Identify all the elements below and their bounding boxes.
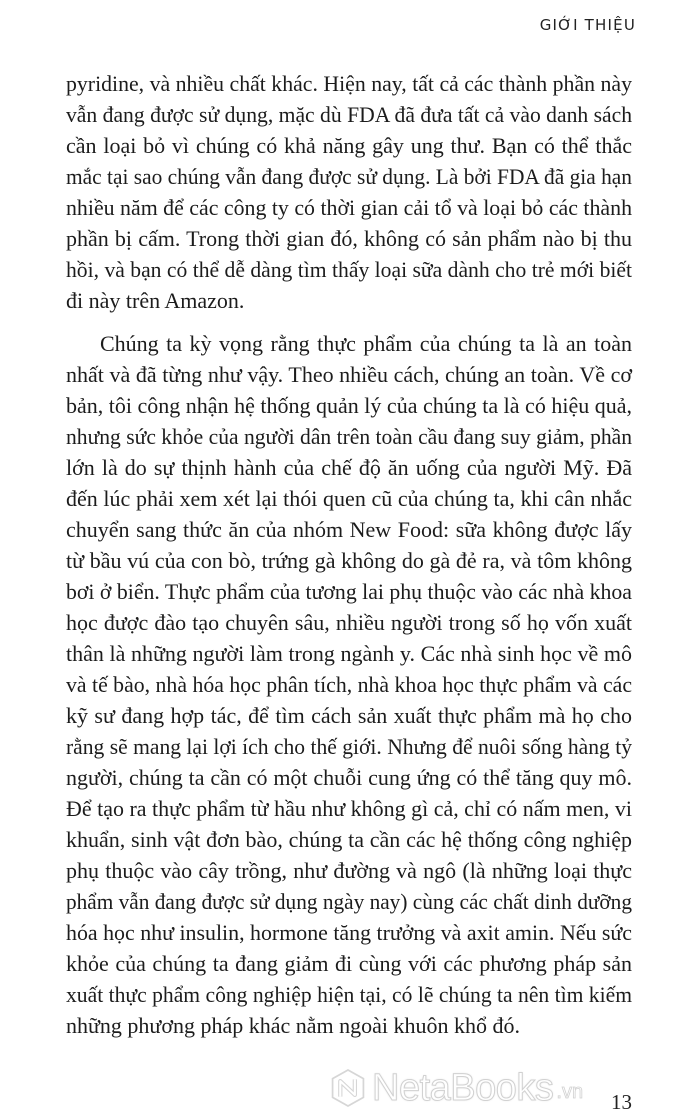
text-line: kỹ sư đang hợp tác, để tìm cách sản xuất thực phẩm mà họ cho (66, 703, 632, 728)
text-line: nhiều năm để các công ty có thời gian cải tổ và loại bỏ các thành (66, 195, 633, 220)
text-line: nhưng sức khỏe của người dân trên toàn cầu đang suy giảm, phần (66, 424, 633, 449)
text-line: thân là những người làm trong ngành y. Các nhà sinh học về mô (66, 641, 632, 666)
page-number: 13 (611, 1090, 632, 1114)
text-line: đến lúc phải xem xét lại thói quen cũ của chúng ta, khi cân nhắc (66, 486, 632, 511)
text-line: học được đào tạo chuyên sâu, nhiều người trong số họ vốn xuất (66, 610, 632, 635)
text-line: người, chúng ta cần có một chuỗi cung ứng có thể tăng quy mô. (66, 765, 632, 790)
text-line: phần bị cấm. Trong thời gian đó, không có sản phẩm nào bị thu (66, 226, 632, 251)
text-line: Chúng ta kỳ vọng rằng thực phẩm của chúng ta là an toàn (100, 331, 632, 356)
text-line: pyridine, và nhiều chất khác. Hiện nay, tất cả các thành phần này (66, 71, 632, 96)
text-line: và tế bào, nhà hóa học phân tích, nhà khoa học thực phẩm và các (66, 672, 632, 697)
watermark-brand: NetaBooks (372, 1067, 554, 1109)
text-line: xuất thực phẩm công nghiệp hiện tại, có lẽ chúng ta nên tìm kiếm (66, 982, 633, 1007)
text-line: phẩm vẫn đang được sử dụng ngày nay) cùng các chất dinh dưỡng (66, 889, 632, 914)
text-line: từ bầu vú của con bò, trứng gà không do gà đẻ ra, và tôm không (66, 548, 632, 573)
text-line: bơi ở biển. Thực phẩm của tương lai phụ thuộc vào các nhà khoa (66, 579, 632, 604)
text-line: rằng sẽ mang lại lợi ích cho thế giới. Nhưng để nuôi sống hàng tỷ (66, 734, 633, 759)
running-header: GIỚI THIỆU (539, 16, 636, 34)
text-line: chuyển sang thức ăn của nhóm New Food: sữa không được lấy (66, 517, 632, 542)
text-line: hóa học như insulin, hormone tăng trưởng và axit amin. Nếu sức (66, 920, 633, 945)
text-line: Để tạo ra thực phẩm từ hầu như không gì cả, chỉ có nấm men, vi (66, 796, 632, 821)
netabooks-logo-icon (330, 1068, 366, 1108)
text-line: phụ thuộc vào cây trồng, như đường và ngô (là những loại thực (66, 858, 632, 883)
text-line: bản, tôi công nhận hệ thống quản lý của chúng ta là có hiệu quả, (66, 393, 632, 418)
paragraph-1 (66, 68, 632, 316)
text-line: cần loại bỏ vì chúng có khả năng gây ung thư. Bạn có thể thắc (66, 133, 632, 158)
watermark-tld: .vn (556, 1081, 584, 1103)
text-line: khuẩn, sinh vật đơn bào, chúng ta cần các hệ thống công nghiệp (66, 827, 632, 852)
watermark (330, 1066, 583, 1110)
text-line: mắc tại sao chúng vẫn đang được sử dụng. Là bởi FDA đã gia hạn (66, 164, 633, 189)
text-line: vẫn đang được sử dụng, mặc dù FDA đã đưa tất cả vào danh sách (66, 102, 633, 127)
text-line: đi này trên Amazon. (66, 288, 245, 313)
text-line: nhất và đã từng như vậy. Theo nhiều cách, chúng an toàn. Về cơ (66, 362, 632, 387)
text-line: hồi, và bạn có thể dễ dàng tìm thấy loại sữa dành cho trẻ mới biết (66, 257, 633, 282)
paragraph-2 (66, 328, 632, 1041)
text-line: lớn là do sự thịnh hành của chế độ ăn uống của người Mỹ. Đã (66, 455, 632, 480)
body-text (66, 68, 632, 1041)
text-line: những phương pháp khác nằm ngoài khuôn khổ đó. (66, 1013, 521, 1038)
text-line: khỏe của chúng ta đang giảm đi cùng với các phương pháp sản (66, 951, 632, 976)
